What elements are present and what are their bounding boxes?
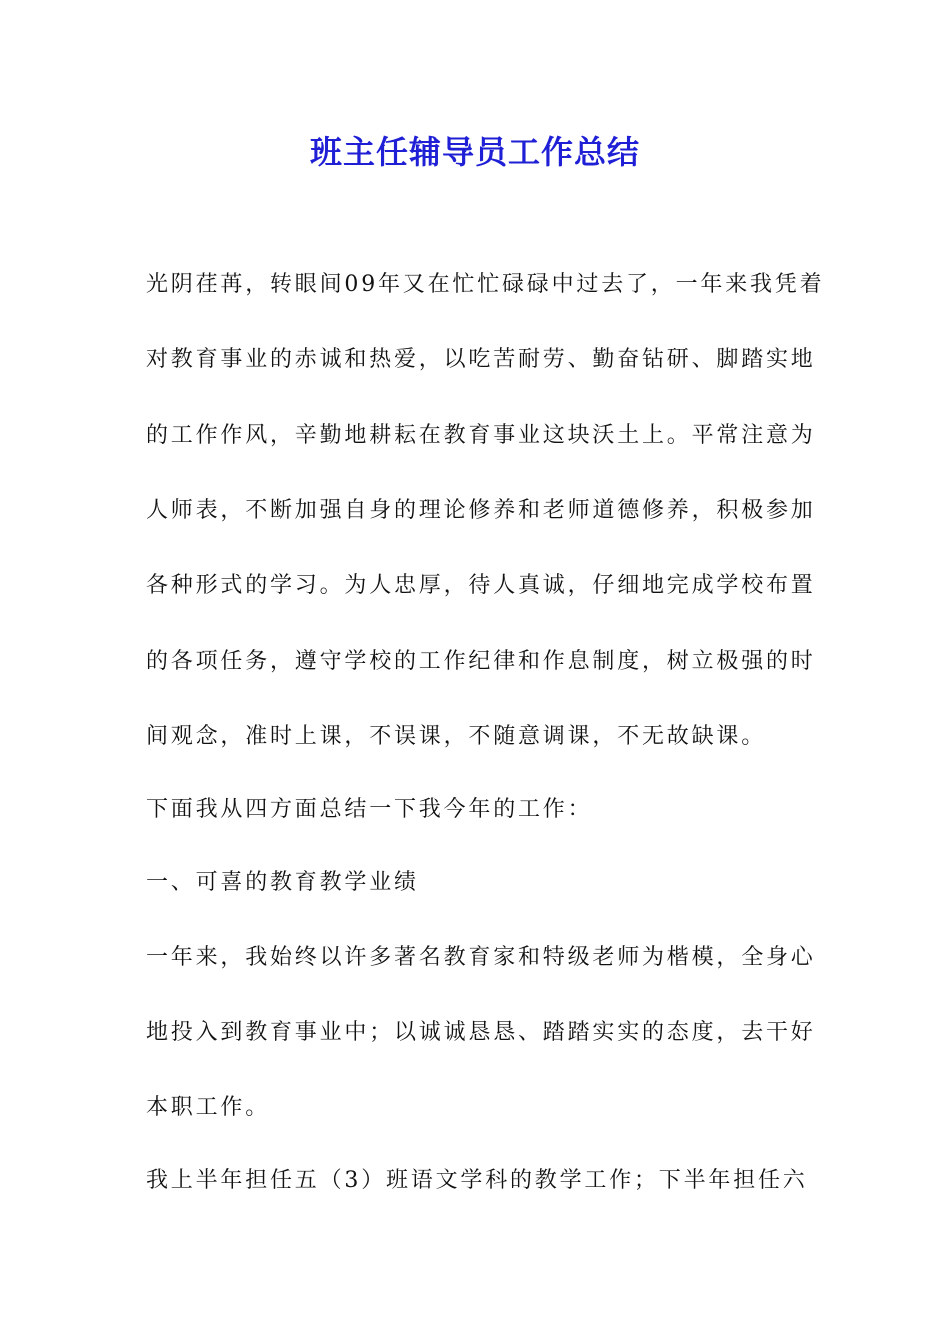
paragraph-line: 间观念，准时上课，不误课，不随意调课，不无故缺课。 bbox=[146, 724, 767, 749]
paragraph-line: 我上半年担任五（3）班语文学科的教学工作；下半年担任六 bbox=[146, 1168, 808, 1193]
paragraph-line: 的工作作风，辛勤地耕耘在教育事业这块沃土上。平常注意为 bbox=[146, 423, 816, 448]
document-title: 班主任辅导员工作总结 bbox=[309, 133, 640, 171]
paragraph-line: 人师表，不断加强自身的理论修养和老师道德修养，积极参加 bbox=[146, 498, 816, 523]
paragraph-line: 各种形式的学习。为人忠厚，待人真诚，仔细地完成学校布置 bbox=[146, 573, 816, 598]
paragraph-line: 的各项任务，遵守学校的工作纪律和作息制度，树立极强的时 bbox=[146, 649, 816, 674]
section-heading: 一、可喜的教育教学业绩 bbox=[146, 870, 419, 895]
paragraph-line: 地投入到教育事业中；以诚诚恳恳、踏踏实实的态度，去干好 bbox=[146, 1020, 816, 1045]
paragraph-line: 本职工作。 bbox=[146, 1095, 271, 1120]
paragraph-line: 对教育事业的赤诚和热爱，以吃苦耐劳、勤奋钻研、脚踏实地 bbox=[146, 347, 816, 372]
paragraph-line: 下面我从四方面总结一下我今年的工作： bbox=[146, 797, 593, 822]
paragraph-line: 光阴荏苒，转眼间09年又在忙忙碌碌中过去了，一年来我凭着 bbox=[146, 272, 825, 297]
paragraph-line: 一年来，我始终以许多著名教育家和特级老师为楷模，全身心 bbox=[146, 945, 816, 970]
